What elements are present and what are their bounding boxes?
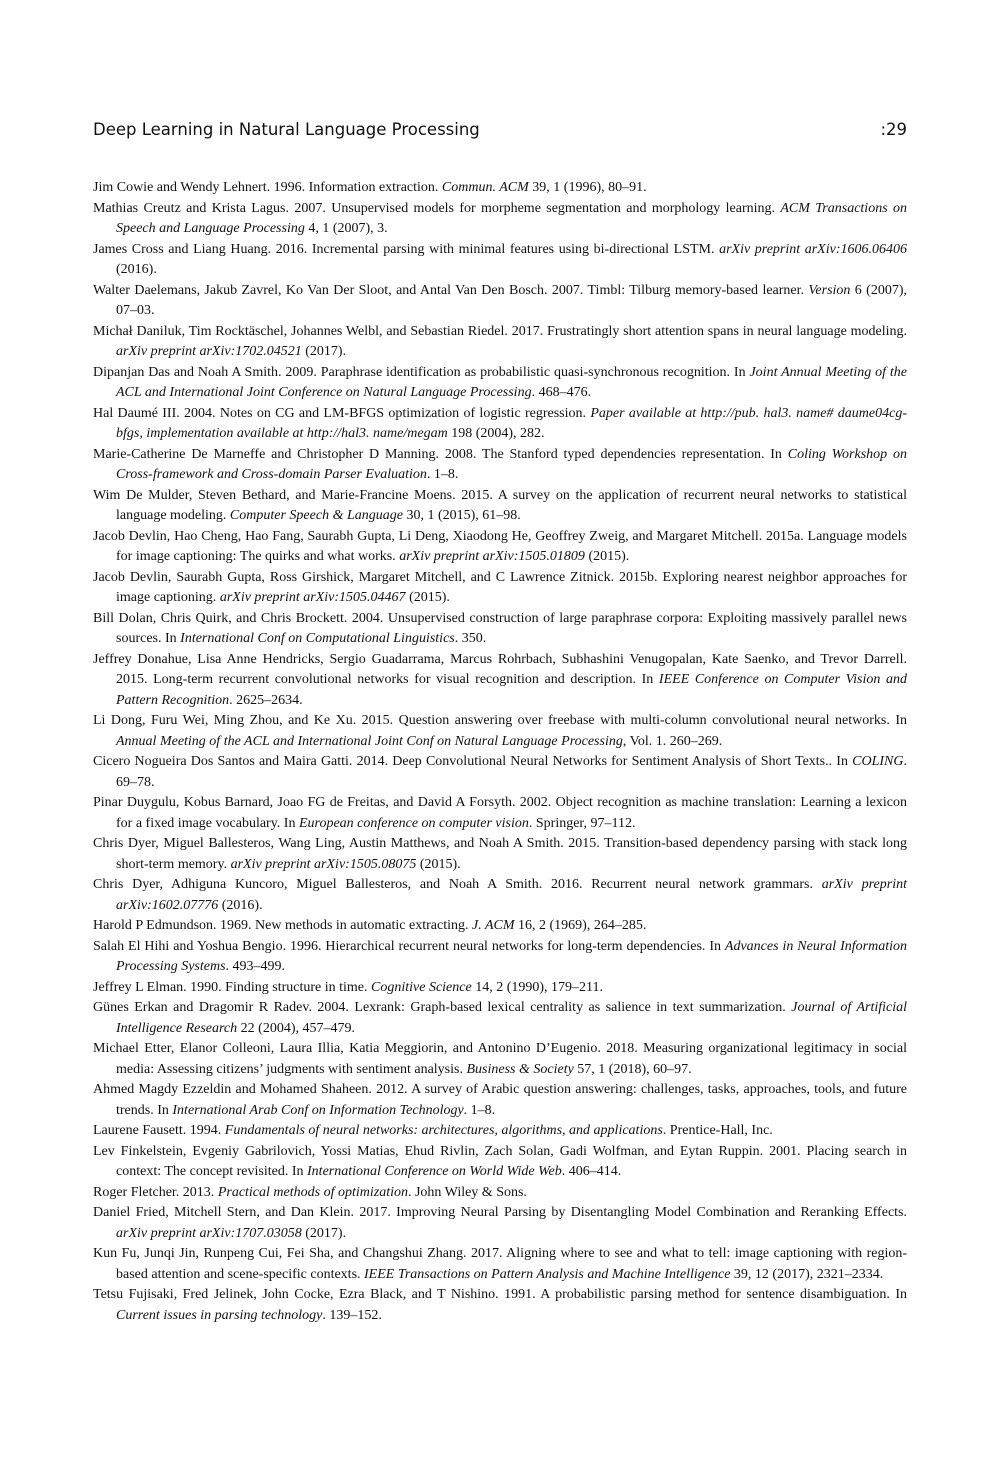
- reference-text: Chris Dyer, Miguel Ballesteros, Wang Ling, Austin Matthews, and Noah A Smith. 2015. Transition-based dependency parsing with stack long short-term memory.: [93, 836, 907, 872]
- reference-details: (2015).: [416, 856, 461, 872]
- reference-details: . 2625–2634.: [229, 692, 303, 708]
- reference-entry: [93, 1080, 907, 1121]
- reference-details: . 493–499.: [225, 959, 286, 974]
- reference-details: . Prentice-Hall, Inc.: [662, 1123, 773, 1138]
- reference-entry: [93, 363, 907, 404]
- reference-text: Michał Daniluk, Tim Rocktäschel, Johannes Welbl, and Sebastian Riedel. 2017. Frustratingly short attention spans in neural language modeling.: [93, 323, 907, 339]
- reference-venue: IEEE Transactions on Pattern Analysis and Machine Intelligence: [364, 1266, 731, 1282]
- reference-venue: Practical methods of optimization: [217, 1184, 408, 1200]
- reference-text: Walter Daelemans, Jakub Zavrel, Ko Van Der Sloot, and Antal Van Den Bosch. 2007. Timbl: Tilburg memory-based learner.: [93, 282, 809, 298]
- reference-text: Salah El Hihi and Yoshua Bengio. 1996. Hierarchical recurrent neural networks for long-term dependencies. In: [93, 938, 725, 954]
- page-number: :29: [880, 120, 907, 139]
- reference-text: Tetsu Fujisaki, Fred Jelinek, John Cocke, Ezra Black, and T Nishino. 1991. A probabilistic parsing method for sentence disambiguation. In: [93, 1287, 907, 1302]
- reference-details: 14, 2 (1990), 179–211.: [471, 979, 604, 995]
- reference-details: . John Wiley & Sons.: [407, 1184, 527, 1200]
- reference-text: Laurene Fausett. 1994.: [93, 1123, 225, 1138]
- reference-details: . 1–8.: [463, 1102, 496, 1118]
- reference-details: . 350.: [454, 631, 487, 646]
- reference-text: Daniel Fried, Mitchell Stern, and Dan Klein. 2017. Improving Neural Parsing by Disentangling Model Combination and Reranking Effects.: [93, 1205, 907, 1220]
- reference-details: 198 (2004), 282.: [447, 426, 545, 441]
- reference-text: Bill Dolan, Chris Quirk, and Chris Brockett. 2004. Unsupervised construction of large paraphrase corpora: Exploiting massively parallel news sources. In: [93, 610, 907, 646]
- reference-entry: [93, 834, 907, 875]
- reference-entry: [93, 527, 907, 568]
- reference-text: Wim De Mulder, Steven Bethard, and Marie-Francine Moens. 2015. A survey on the application of recurrent neural networks to statistical language modeling.: [93, 487, 907, 523]
- reference-list: [93, 178, 907, 1326]
- reference-details: . 69–78.: [116, 754, 907, 790]
- reference-entry: [93, 486, 907, 527]
- reference-text: Li Dong, Furu Wei, Ming Zhou, and Ke Xu. 2015. Question answering over freebase with multi-column convolutional neural networks. In: [93, 713, 907, 728]
- reference-details: 57, 1 (2018), 60–97.: [573, 1061, 692, 1077]
- reference-entry: [93, 937, 907, 978]
- reference-details: . Springer, 97–112.: [528, 815, 636, 831]
- reference-details: (2016).: [116, 262, 157, 277]
- reference-venue: COLING: [852, 754, 904, 769]
- reference-entry: [93, 281, 907, 322]
- reference-text: James Cross and Liang Huang. 2016. Incremental parsing with minimal features using bi-directional LSTM.: [93, 241, 720, 257]
- reference-text: Kun Fu, Junqi Jin, Runpeng Cui, Fei Sha, and Changshui Zhang. 2017. Aligning where to see and what to tell: image captioning with region-based attention and scene-specific contexts.: [93, 1246, 907, 1282]
- reference-entry: [93, 178, 907, 199]
- reference-details: 6 (2007), 07–03.: [116, 282, 907, 318]
- reference-venue: arXiv preprint arXiv:1505.04467: [219, 590, 406, 605]
- reference-venue: arXiv preprint arXiv:1505.01809: [399, 549, 585, 564]
- reference-venue: International Conf on Computational Linguistics: [180, 631, 455, 646]
- reference-text: Pinar Duygulu, Kobus Barnard, Joao FG de Freitas, and David A Forsyth. 2002. Object recognition as machine translation: Learning a lexicon for a fixed image vocabulary. In: [93, 795, 907, 831]
- reference-details: (2016).: [218, 897, 263, 913]
- running-title: Deep Learning in Natural Language Processing: [93, 120, 480, 139]
- reference-details: (2017).: [301, 1225, 347, 1241]
- reference-details: 16, 2 (1969), 264–285.: [514, 918, 647, 933]
- reference-entry: [93, 1203, 907, 1244]
- reference-entry: [93, 1244, 907, 1285]
- reference-details: (2015).: [405, 590, 450, 605]
- reference-text: Harold P Edmundson. 1969. New methods in automatic extracting.: [93, 918, 472, 933]
- reference-entry: [93, 793, 907, 834]
- reference-entry: [93, 1142, 907, 1183]
- reference-venue: J. ACM: [471, 918, 515, 933]
- reference-venue: arXiv preprint arXiv:1602.07776: [116, 877, 907, 913]
- reference-venue: Annual Meeting of the ACL and International Joint Conf on Natural Language Processing: [116, 733, 623, 749]
- reference-venue: International Conference on World Wide Web: [307, 1164, 562, 1179]
- reference-text: Günes Erkan and Dragomir R Radev. 2004. Lexrank: Graph-based lexical centrality as salience in text summarization.: [93, 1000, 792, 1015]
- reference-venue: International Arab Conf on Information Technology: [172, 1102, 464, 1118]
- reference-venue: Coling Workshop on Cross-framework and Cross-domain Parser Evaluation: [116, 446, 907, 482]
- reference-details: 30, 1 (2015), 61–98.: [402, 508, 521, 523]
- reference-text: Jacob Devlin, Hao Cheng, Hao Fang, Saurabh Gupta, Li Deng, Xiaodong He, Geoffrey Zweig, and Margaret Mitchell. 2015a. Language models for image captioning: The quirks and what works.: [93, 528, 907, 564]
- reference-details: 22 (2004), 457–479.: [237, 1020, 355, 1036]
- reference-text: Jacob Devlin, Saurabh Gupta, Ross Girshick, Margaret Mitchell, and C Lawrence Zitnick. 2015b. Exploring nearest neighbor approaches for image captioning.: [93, 569, 907, 605]
- reference-entry: [93, 916, 907, 937]
- reference-venue: Cognitive Science: [371, 979, 472, 995]
- reference-venue: European conference on computer vision: [298, 815, 529, 831]
- reference-venue: arXiv preprint arXiv:1702.04521: [116, 344, 302, 359]
- running-header: [93, 120, 907, 146]
- reference-venue: Commun. ACM: [441, 180, 529, 195]
- reference-text: Cicero Nogueira Dos Santos and Maira Gatti. 2014. Deep Convolutional Neural Networks for Sentiment Analysis of Short Texts.. In: [93, 754, 853, 769]
- reference-entry: [93, 322, 907, 363]
- reference-entry: [93, 240, 907, 281]
- reference-text: Jeffrey Donahue, Lisa Anne Hendricks, Sergio Guadarrama, Marcus Rohrbach, Subhashini Venugopalan, Kate Saenko, and Trevor Darrell. 2015. Long-term recurrent convolutional networks for visual recognition and description. In: [93, 651, 907, 687]
- reference-text: Lev Finkelstein, Evgeniy Gabrilovich, Yossi Matias, Ehud Rivlin, Zach Solan, Gadi Wolfman, and Eytan Ruppin. 2001. Placing search in context: The concept revisited. In: [93, 1143, 907, 1179]
- reference-text: Mathias Creutz and Krista Lagus. 2007. Unsupervised models for morpheme segmentation and morphology learning.: [93, 200, 781, 216]
- reference-text: Jeffrey L Elman. 1990. Finding structure in time.: [93, 979, 372, 995]
- reference-entry: [93, 568, 907, 609]
- reference-venue: Version: [808, 282, 851, 298]
- reference-venue: arXiv preprint arXiv:1505.08075: [230, 856, 417, 872]
- reference-entry: [93, 1121, 907, 1142]
- reference-entry: [93, 711, 907, 752]
- reference-text: Chris Dyer, Adhiguna Kuncoro, Miguel Ballesteros, and Noah A Smith. 2016. Recurrent neural network grammars.: [93, 877, 822, 892]
- reference-details: . 468–476.: [531, 385, 592, 400]
- reference-details: 39, 12 (2017), 2321–2334.: [730, 1266, 884, 1282]
- reference-text: Jim Cowie and Wendy Lehnert. 1996. Information extraction.: [93, 180, 442, 195]
- reference-text: Roger Fletcher. 2013.: [93, 1184, 218, 1200]
- reference-venue: ACM Transactions on Speech and Language Processing: [116, 200, 907, 236]
- reference-entry: [93, 199, 907, 240]
- reference-entry: [93, 1285, 907, 1326]
- reference-entry: [93, 752, 907, 793]
- reference-venue: Joint Annual Meeting of the ACL and International Joint Conference on Natural Language Processing: [116, 364, 907, 400]
- reference-text: Michael Etter, Elanor Colleoni, Laura Illia, Katia Meggiorin, and Antonino D’Eugenio. 2018. Measuring organizational legitimacy in social media: Assessing citizens’ judgments with sentiment analysis.: [93, 1041, 907, 1077]
- reference-entry: [93, 1039, 907, 1080]
- reference-details: (2015).: [584, 549, 630, 564]
- reference-venue: arXiv preprint arXiv:1606.06406: [719, 241, 907, 257]
- reference-entry: [93, 404, 907, 445]
- reference-details: (2017).: [301, 344, 347, 359]
- reference-details: . 406–414.: [561, 1164, 622, 1179]
- reference-entry: [93, 1183, 907, 1204]
- reference-details: 39, 1 (1996), 80–91.: [528, 180, 647, 195]
- reference-details: . 139–152.: [322, 1307, 382, 1323]
- reference-entry: [93, 978, 907, 999]
- reference-entry: [93, 650, 907, 712]
- reference-venue: Paper available at http://pub. hal3. name# daume04cg-bfgs, implementation available at http://hal3. name/megam: [116, 405, 907, 441]
- reference-venue: arXiv preprint arXiv:1707.03058: [116, 1225, 302, 1241]
- reference-text: Hal Daumé III. 2004. Notes on CG and LM-BFGS optimization of logistic regression.: [93, 405, 591, 421]
- reference-venue: Current issues in parsing technology: [116, 1307, 323, 1323]
- reference-details: 4, 1 (2007), 3.: [304, 221, 388, 236]
- reference-details: . 1–8.: [426, 467, 459, 482]
- reference-details: , Vol. 1. 260–269.: [622, 733, 723, 749]
- reference-entry: [93, 609, 907, 650]
- reference-venue: Fundamentals of neural networks: architectures, algorithms, and applications: [224, 1123, 663, 1138]
- reference-entry: [93, 875, 907, 916]
- reference-text: Marie-Catherine De Marneffe and Christopher D Manning. 2008. The Stanford typed dependencies representation. In: [93, 446, 788, 462]
- reference-venue: Computer Speech & Language: [229, 508, 403, 523]
- reference-entry: [93, 998, 907, 1039]
- reference-venue: Business & Society: [466, 1061, 574, 1077]
- reference-entry: [93, 445, 907, 486]
- reference-text: Ahmed Magdy Ezzeldin and Mohamed Shaheen. 2012. A survey of Arabic question answering: challenges, tasks, approaches, tools, and future trends. In: [93, 1082, 907, 1118]
- reference-text: Dipanjan Das and Noah A Smith. 2009. Paraphrase identification as probabilistic quasi-synchronous recognition. In: [93, 364, 750, 380]
- reference-venue: IEEE Conference on Computer Vision and Pattern Recognition: [116, 672, 907, 708]
- reference-venue: Advances in Neural Information Processing Systems: [116, 938, 907, 974]
- reference-venue: Journal of Artificial Intelligence Research: [116, 1000, 907, 1036]
